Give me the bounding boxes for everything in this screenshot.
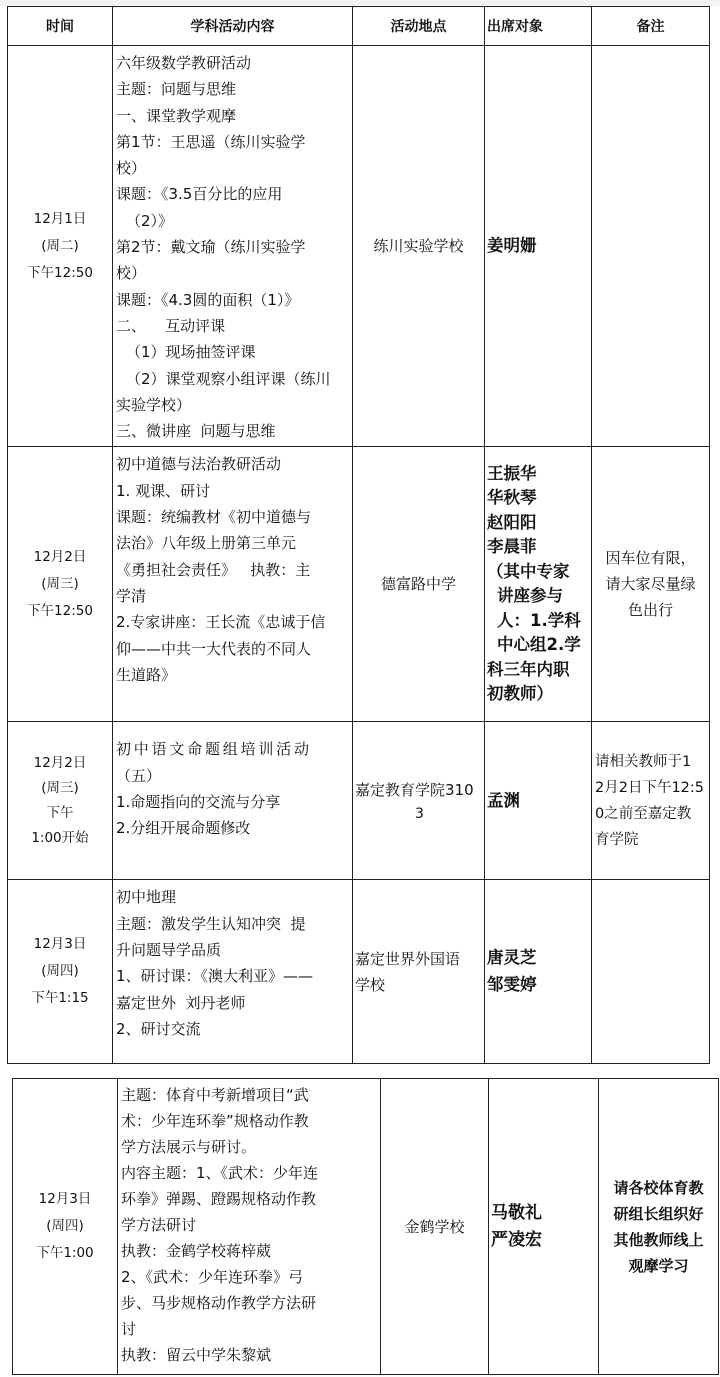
time-cell <box>8 46 113 447</box>
remark-line: 观摩学习 <box>628 1256 689 1275</box>
location-cell <box>353 722 485 880</box>
content-cell <box>113 722 353 880</box>
content-line: （五） <box>116 766 162 785</box>
start-label-text: 下午 <box>46 804 74 821</box>
content-line: （2）》 <box>126 211 174 230</box>
remark-line: 请各校体育教 <box>613 1178 704 1197</box>
content-line: 学清 <box>116 586 147 605</box>
attendees-cell <box>489 1079 599 1375</box>
remark-line: 因车位有限， <box>605 549 696 568</box>
remark-line: 2月2日下午12:5 <box>595 779 705 796</box>
attendee-name: 王振华 <box>487 463 537 483</box>
content-line: 第2节：戴文瑜（练川实验学 <box>116 238 306 257</box>
content-line: 第1节：王思遥（练川实验学 <box>116 132 306 151</box>
location-cell <box>353 880 485 1064</box>
content-cell <box>113 46 353 447</box>
content-line: 初中语文命题组培训活动 <box>116 740 312 759</box>
content-line: 生道路》 <box>116 665 177 684</box>
remarks-cell <box>592 880 710 1064</box>
time-cell <box>8 722 113 880</box>
attendee-name: 严凌宏 <box>491 1229 542 1250</box>
attendee-name: 邹雯婷 <box>487 974 537 994</box>
content-line: 校） <box>116 264 147 283</box>
location-line: 3 <box>415 805 424 822</box>
header-attendees: 出席对象 <box>485 7 592 46</box>
remarks-cell <box>599 1079 719 1375</box>
attendee-name: 马敬礼 <box>491 1202 542 1223</box>
content-line: 升问题导学品质 <box>116 941 222 960</box>
schedule-table-pe <box>12 1078 719 1375</box>
location-cell: 金鹤学校 <box>381 1079 489 1375</box>
date-text: 12月1日 <box>33 210 87 227</box>
content-line: 环拳》弹踢、蹬踢规格动作教 <box>121 1190 317 1208</box>
content-line: 嘉定世外 刘丹老师 <box>116 993 246 1012</box>
location-line: 嘉定教育学院310 <box>355 780 474 799</box>
table-row <box>8 46 710 447</box>
header-content: 学科活动内容 <box>113 7 353 46</box>
table-row <box>8 447 710 722</box>
attendee-note: （其中专家 <box>487 561 570 581</box>
date-text: 12月3日 <box>38 1191 92 1207</box>
content-line: 二、 互动评课 <box>116 316 226 335</box>
location-cell: 练川实验学校 <box>353 46 485 447</box>
weekday-text: (周二) <box>41 237 79 254</box>
date-text: 12月2日 <box>33 754 87 771</box>
attendee-name: 姜明姗 <box>487 235 537 255</box>
content-line: 《勇担社会责任》 执教：主 <box>116 560 311 579</box>
content-line: 执教：留云中学朱黎斌 <box>121 1346 272 1364</box>
content-line: 实验学校） <box>116 395 192 414</box>
content-line: 1. 观课、研讨 <box>116 481 211 500</box>
content-cell <box>113 447 353 722</box>
remarks-cell <box>592 46 710 447</box>
content-cell <box>113 880 353 1064</box>
content-line: 内容主题：1、《武术：少年连 <box>121 1164 319 1182</box>
attendee-name: 赵阳阳 <box>487 512 537 532</box>
remark-line: 其他教师线上 <box>613 1230 704 1249</box>
remark-line: 色出行 <box>627 601 673 620</box>
remark-line: 0之前至嘉定教 <box>595 805 692 822</box>
content-line: 一、课堂教学观摩 <box>116 106 237 125</box>
content-cell <box>118 1079 381 1375</box>
start-time-text: 下午1:15 <box>31 990 89 1007</box>
location-line: 学校 <box>355 975 386 994</box>
content-line: 1.命题指向的交流与分享 <box>116 793 281 812</box>
remark-line: 请大家尽量绿 <box>605 575 696 594</box>
content-line: 课题：《3.5百分比的应用 <box>116 185 283 204</box>
attendee-name: 唐灵芝 <box>487 948 537 968</box>
content-line: （1）现场抽签评课 <box>126 343 256 362</box>
location-line: 嘉定世界外国语 <box>355 949 461 968</box>
remark-line: 育学院 <box>595 831 639 848</box>
header-remarks: 备注 <box>592 7 710 46</box>
start-time-text: 下午1:00 <box>36 1245 94 1261</box>
content-line: 法治》八年级上册第三单元 <box>116 534 297 553</box>
table-row <box>8 880 710 1064</box>
remarks-cell <box>592 722 710 880</box>
remarks-cell <box>592 447 710 722</box>
content-line: 讨 <box>121 1320 137 1338</box>
content-line: 学方法研讨 <box>121 1216 197 1234</box>
attendees-cell <box>485 447 592 722</box>
date-text: 12月2日 <box>33 548 87 565</box>
schedule-table <box>7 6 710 1064</box>
attendee-note: 讲座参与 <box>497 586 563 606</box>
table-row <box>13 1079 719 1375</box>
content-line: 学方法展示与研讨。 <box>121 1138 257 1156</box>
weekday-text: (周三) <box>41 779 79 796</box>
content-line: 执教：金鹤学校蒋梓葳 <box>121 1242 272 1260</box>
attendees-cell <box>485 722 592 880</box>
content-line: （2）课堂观察小组评课（练川 <box>126 369 331 388</box>
content-line: 仰——中共一大代表的不同人 <box>116 639 312 658</box>
content-line: 初中道德与法治教研活动 <box>116 455 282 474</box>
remark-line: 请相关教师于1 <box>595 753 692 770</box>
remark-line: 研组长组织好 <box>613 1204 704 1223</box>
content-line: 主题：激发学生认知冲突 提 <box>116 914 306 933</box>
date-text: 12月3日 <box>33 936 87 953</box>
attendee-note: 科三年内职 <box>487 659 570 679</box>
content-line: 六年级数学教研活动 <box>116 54 252 72</box>
start-time-text: 下午12:50 <box>27 602 93 619</box>
content-line: 课题：《4.3圆的面积（1）》 <box>116 290 300 309</box>
time-cell <box>13 1079 118 1375</box>
attendee-note: 初教师） <box>487 684 553 704</box>
attendees-cell <box>485 880 592 1064</box>
content-line: 步、马步规格动作教学方法研 <box>121 1294 317 1312</box>
time-cell <box>8 880 113 1064</box>
content-line: 2.专家讲座：王长流《忠诚于信 <box>116 613 326 632</box>
header-time: 时间 <box>8 7 113 46</box>
header-row <box>8 7 710 46</box>
weekday-text: (周三) <box>41 575 79 592</box>
content-line: 校） <box>116 159 147 178</box>
content-line: 2.分组开展命题修改 <box>116 819 251 838</box>
content-line: 初中地理 <box>116 888 177 907</box>
weekday-text: (周四) <box>46 1218 84 1234</box>
content-line: 课题：统编教材《初中道德与 <box>116 508 312 527</box>
content-line: 2、研讨交流 <box>116 1019 201 1038</box>
table-row <box>8 722 710 880</box>
start-time-text: 1:00开始 <box>31 829 89 846</box>
content-line: 2、《武术：少年连环拳》弓 <box>121 1268 304 1286</box>
attendee-note: 人：1.学科 <box>497 610 581 630</box>
content-line: 主题：体育中考新增项目“武 <box>121 1086 309 1104</box>
time-cell <box>8 447 113 722</box>
location-cell: 德富路中学 <box>353 447 485 722</box>
content-line: 术：少年连环拳”规格动作教 <box>121 1112 309 1130</box>
attendees-cell <box>485 46 592 447</box>
content-line: 三、微讲座 问题与思维 <box>116 422 276 441</box>
attendee-name: 孟渊 <box>487 790 520 810</box>
attendee-name: 华秋琴 <box>487 488 537 508</box>
weekday-text: (周四) <box>41 963 79 980</box>
start-time-text: 下午12:50 <box>27 264 93 281</box>
attendee-note: 中心组2.学 <box>497 635 581 655</box>
content-line: 主题：问题与思维 <box>116 80 237 99</box>
content-line: 1、研讨课：《澳大利亚》—— <box>116 967 314 986</box>
attendee-name: 李晨菲 <box>487 537 537 557</box>
header-location: 活动地点 <box>353 7 485 46</box>
